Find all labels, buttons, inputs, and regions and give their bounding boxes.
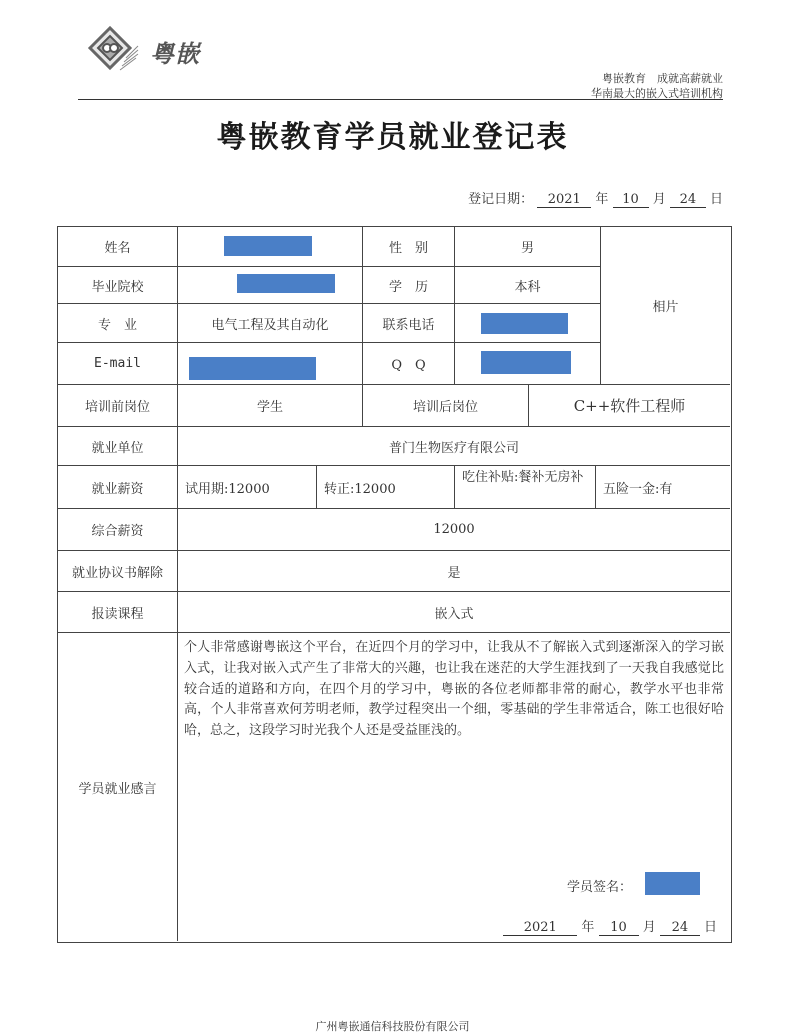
logo-text: 粤嵌	[150, 40, 200, 68]
course-label: 报读课程	[91, 606, 144, 622]
sign-year-unit: 年	[581, 920, 595, 935]
header-divider	[78, 99, 723, 100]
probation-salary: 试用期:12000	[185, 481, 270, 497]
phone-label: 联系电话	[382, 317, 435, 333]
regular-salary: 转正:12000	[324, 481, 396, 497]
school-redaction	[237, 274, 335, 293]
registration-day-unit: 日	[709, 192, 723, 207]
registration-year: 2021	[537, 192, 591, 208]
agreement-label: 就业协议书解除	[71, 565, 163, 581]
course-value: 嵌入式	[434, 606, 474, 622]
email-redaction	[189, 357, 316, 380]
name-label: 姓名	[104, 241, 131, 256]
gender-label: 性 别	[388, 241, 428, 256]
school-label: 毕业院校	[91, 279, 144, 295]
major-value: 电气工程及其自动化	[211, 317, 329, 333]
sign-day: 24	[660, 920, 700, 936]
email-label: E-mail	[94, 356, 141, 371]
sign-year: 2021	[503, 920, 577, 936]
registration-day: 24	[670, 192, 706, 208]
post-position-label: 培训后岗位	[412, 400, 478, 415]
signature-label: 学员签名：	[567, 880, 633, 895]
pre-position-value: 学生	[256, 400, 283, 415]
employer-value: 普门生物医疗有限公司	[388, 440, 519, 456]
phone-redaction	[481, 313, 568, 334]
registration-date-label: 登记日期：	[468, 192, 534, 207]
salary-label: 就业薪资	[91, 481, 144, 497]
employer-label: 就业单位	[91, 440, 144, 456]
allowance: 吃住补贴:餐补无房补	[462, 470, 584, 485]
post-position-value: C++软件工程师	[573, 397, 686, 415]
footer-company: 广州粤嵌通信科技股份有限公司	[315, 1020, 470, 1033]
company-logo-icon	[80, 18, 140, 76]
feedback-text: 个人非常感谢粤嵌这个平台，在近四个月的学习中，让我从不了解嵌入式到逐渐深入的学习嵌入式，让我对嵌入式产生了非常大的兴趣，也让我在迷茫的大学生涯找到了一天我自我感觉比较合适的道路和方向，在四个月的学习中，粤嵌的各位老师都非常的耐心，教学水平也非常高，个人非常喜欢何芳明老师，教学过程突出一个细，零基础的学生非常适合，陈工也很好哈哈，总之，这段学习时光我个人还是受益匪浅的。	[184, 640, 724, 739]
sign-date	[503, 916, 717, 936]
registration-month-unit: 月	[652, 192, 666, 207]
gender-value: 男	[520, 241, 534, 256]
page-title: 粤嵌教育学员就业登记表	[216, 120, 569, 155]
registration-date	[468, 188, 723, 208]
registration-year-unit: 年	[595, 192, 609, 207]
sign-month: 10	[599, 920, 639, 936]
qq-redaction	[481, 351, 571, 374]
feedback-label: 学员就业感言	[78, 781, 157, 797]
signature-redaction	[645, 872, 700, 895]
photo-placeholder: 相片	[652, 300, 679, 315]
total-salary-label: 综合薪资	[91, 524, 144, 539]
pre-position-label: 培训前岗位	[84, 400, 150, 415]
registration-month: 10	[613, 192, 649, 208]
agreement-value: 是	[447, 565, 461, 581]
total-salary-value: 12000	[433, 522, 475, 537]
insurance: 五险一金:有	[603, 481, 673, 497]
sign-month-unit: 月	[642, 920, 656, 935]
qq-label: Q Q	[391, 358, 426, 373]
slogan-line-2: 华南最大的嵌入式培训机构	[591, 87, 723, 100]
education-label: 学 历	[388, 279, 428, 295]
slogan-line-1: 粤嵌教育 成就高薪就业	[602, 72, 723, 85]
name-redaction	[224, 236, 312, 256]
major-label: 专 业	[97, 317, 137, 333]
education-value: 本科	[514, 279, 541, 295]
sign-day-unit: 日	[703, 920, 717, 935]
